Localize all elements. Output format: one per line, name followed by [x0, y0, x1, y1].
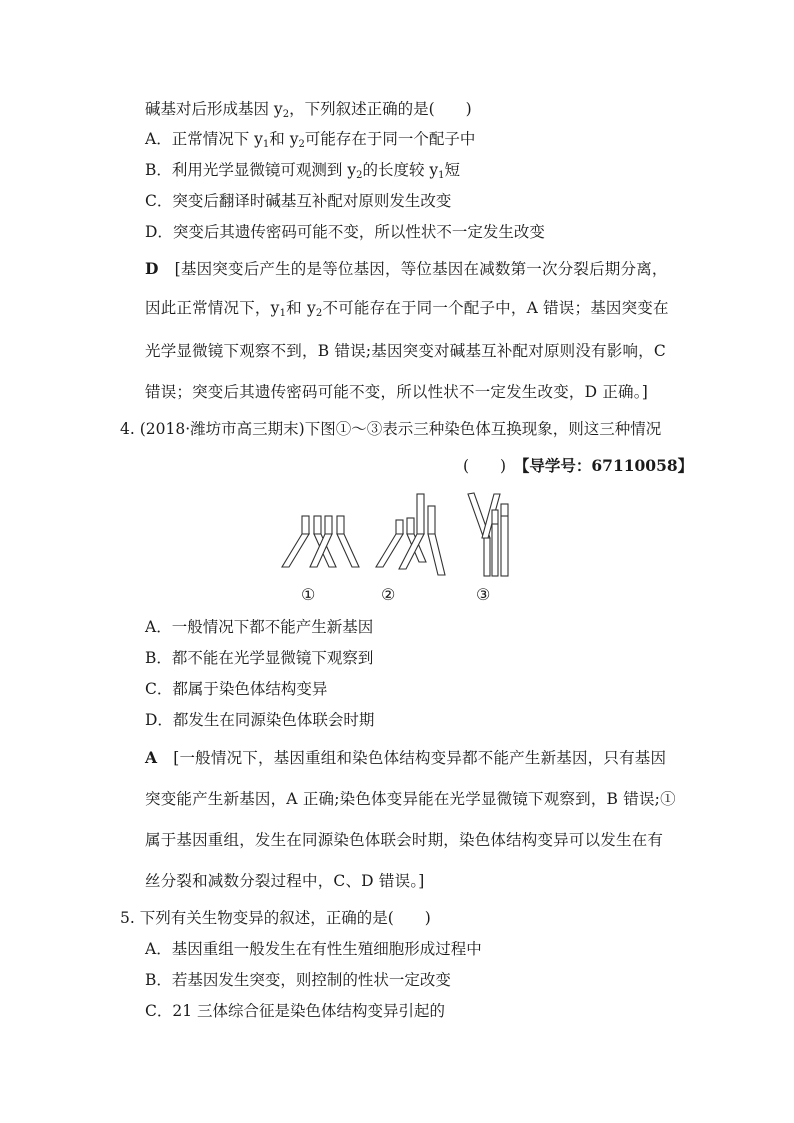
chromosome-diagram: [280, 490, 520, 585]
q3-option-d: D．突变后其遗传密码可能不变，所以性状不一定发生改变: [145, 223, 545, 241]
q4-answer-line-2: 突变能产生新基因，A 正确;染色体变异能在光学显微镜下观察到，B 错误;①: [145, 790, 676, 808]
figure-label-3: ③: [476, 585, 491, 604]
q5-option-b: B．若基因发生突变，则控制的性状一定改变: [145, 971, 451, 989]
figure-1-chromosomes: [282, 516, 359, 567]
q3-answer-key: D: [145, 259, 159, 278]
q4-reference: ( ) 【导学号：67110058】: [463, 456, 694, 475]
q5-number: 5.: [120, 909, 135, 927]
q4-option-d: D．都发生在同源染色体联会时期: [145, 711, 375, 729]
q3-option-b: B．利用光学显微镜可观测到 $y_2$的长度较 $y_1$短: [145, 161, 461, 181]
q3-stem-continuation: 碱基对后形成基因 $y_2$，下列叙述正确的是( ): [145, 100, 472, 120]
q5-option-c: C．21 三体综合征是染色体结构变异引起的: [145, 1002, 446, 1020]
q3-answer-line-2: 因此正常情况下，$y_1$和 $y_2$不可能存在于同一个配子中，A 错误；基因突变在: [145, 299, 669, 319]
q4-stem: 4. (2018·潍坊市高三期末)下图①～③表示三种染色体互换现象，则这三种情况: [120, 420, 662, 438]
q4-number: 4.: [120, 420, 135, 438]
q5-stem: 5. 下列有关生物变异的叙述，正确的是( ): [120, 909, 431, 927]
q4-option-c: C．都属于染色体结构变异: [145, 680, 328, 698]
q3-option-a: A．正常情况下 $y_1$和 $y_2$可能存在于同一个配子中: [145, 130, 476, 150]
q3-answer-line-4: 错误；突变后其遗传密码可能不变，所以性状不一定发生改变，D 正确。]: [145, 383, 648, 401]
q4-answer-key: A: [145, 748, 158, 767]
q4-answer-line-3: 属于基因重组，发生在同源染色体联会时期，染色体结构变异可以发生在有: [145, 831, 664, 849]
q4-option-a: A．一般情况下都不能产生新基因: [145, 618, 374, 636]
q3-answer-line-1: D [基因突变后产生的是等位基因，等位基因在减数第一次分裂后期分离，: [145, 259, 668, 278]
figure-label-2: ②: [381, 585, 396, 604]
q3-option-c: C．突变后翻译时碱基互补配对原则发生改变: [145, 192, 452, 210]
q5-option-a: A．基因重组一般发生在有性生殖细胞形成过程中: [145, 940, 482, 958]
figure-3-chromosomes: [468, 493, 508, 576]
q4-answer-line-1: A [一般情况下，基因重组和染色体结构变异都不能产生新基因，只有基因: [145, 748, 667, 767]
q3-answer-line-3: 光学显微镜下观察不到，B 错误;基因突变对碱基互补配对原则没有影响，C: [145, 342, 666, 360]
figure-2-chromosomes: [376, 494, 445, 575]
figure-label-1: ①: [301, 585, 316, 604]
q4-answer-line-4: 丝分裂和减数分裂过程中，C、D 错误。]: [145, 872, 425, 890]
q4-option-b: B．都不能在光学显微镜下观察到: [145, 649, 374, 667]
